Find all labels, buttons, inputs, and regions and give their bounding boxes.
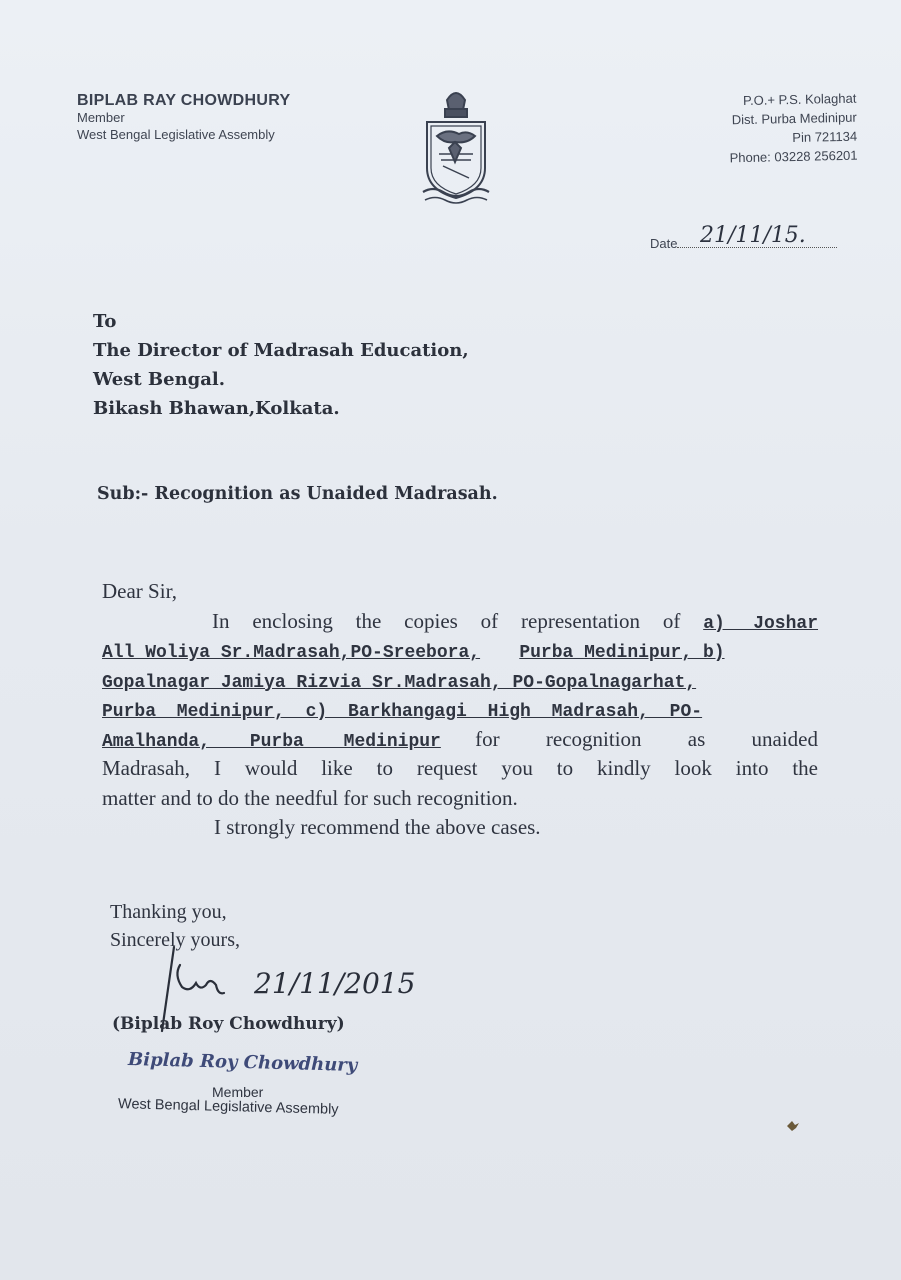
letterhead-assembly: West Bengal Legislative Assembly (77, 127, 275, 142)
letterhead-role: Member (77, 110, 125, 125)
recipient-line: To (93, 311, 117, 332)
madrasah-a: All Woliya Sr.Madrasah,PO-Sreebora, (102, 643, 481, 663)
letterhead-address (728, 89, 858, 168)
date-label: Date (650, 236, 678, 251)
madrasah-b: Gopalnagar Jamiya Rizvia Sr.Madrasah, PO-Gopalnagarhat, (102, 672, 697, 693)
stamp-role: Member (212, 1084, 264, 1100)
body-line (102, 666, 818, 696)
madrasah-c: Amalhanda, Purba Medinipur (102, 731, 441, 752)
phone-line: Phone: 03228 256201 (729, 147, 858, 166)
state-emblem-icon (419, 82, 493, 212)
body-line: matter and to do the needful for such recognition. (102, 785, 518, 810)
stamp-assembly: West Bengal Legislative Assembly (117, 1096, 339, 1118)
salutation: Dear Sir, (102, 579, 177, 603)
handwritten-date (698, 212, 808, 256)
body-text: for recognition as unaided (475, 726, 819, 751)
madrasah-a: a) Joshar (703, 613, 819, 634)
recipient-line: The Director of Madrasah Education, (93, 340, 469, 361)
closing-thanks: Thanking you, (110, 901, 227, 923)
body-line: Madrasah, I would like to request you to kindly look into the (102, 756, 818, 780)
letterhead-name: BIPLAB RAY CHOWDHURY (77, 92, 291, 109)
subject-line: Sub:- Recognition as Unaided Madrasah. (97, 484, 498, 504)
body-text: In enclosing the copies of representation of (212, 608, 681, 633)
signature-stroke (177, 965, 224, 993)
recommendation-line: I strongly recommend the above cases. (214, 815, 541, 839)
body-line (102, 636, 818, 666)
letterhead-left (77, 92, 290, 143)
address-line: Dist. Purba Medinipur (731, 109, 857, 128)
handwritten-date-text: 21/11/15. (700, 223, 806, 248)
body-line (102, 695, 818, 725)
letter-body (102, 577, 818, 843)
signer-name: (Biplab Roy Chowdhury) (112, 1014, 345, 1034)
recipient-address (93, 307, 469, 423)
recipient-line: Bikash Bhawan,Kolkata. (93, 398, 340, 419)
body-line (102, 607, 818, 637)
closing-sincerely: Sincerely yours, (110, 929, 240, 951)
body-line (102, 725, 818, 755)
madrasah-a: Purba Medinipur, b) (519, 643, 725, 663)
recipient-line: West Bengal. (93, 369, 226, 390)
stamp-name: Biplab Roy Chowdhury (127, 1049, 358, 1076)
address-line: P.O.+ P.S. Kolaghat (742, 90, 857, 109)
address-line: Pin 721134 (792, 128, 858, 146)
signature-date: 21/11/2015 (254, 967, 416, 1000)
paper-mark (786, 1120, 800, 1132)
madrasah-c: Purba Medinipur, c) Barkhangagi High Madrasah, PO- (102, 702, 703, 722)
